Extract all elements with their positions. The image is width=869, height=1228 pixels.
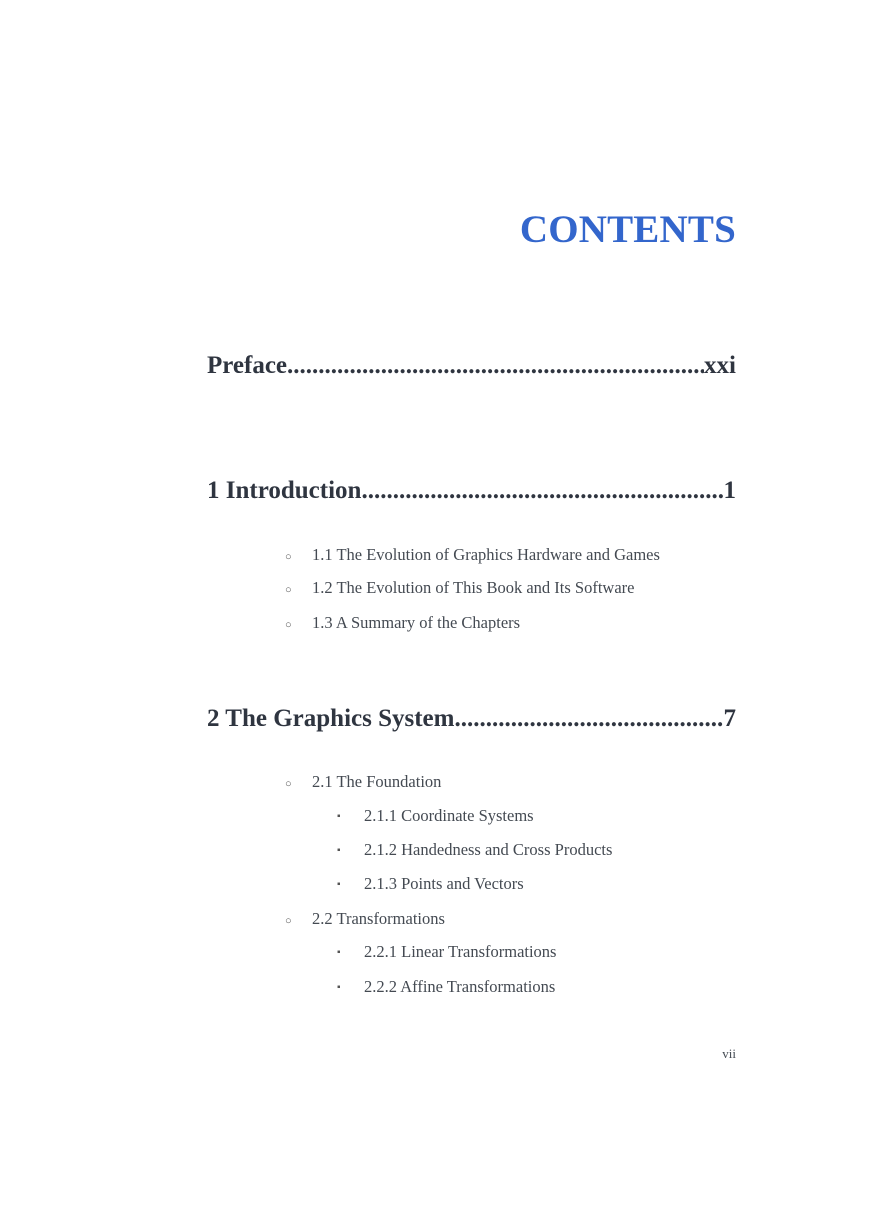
- toc-entry-preface[interactable]: [207, 351, 736, 381]
- dot-leader: [287, 351, 704, 381]
- page-number: vii: [722, 1046, 736, 1061]
- dot-leader: [361, 476, 723, 506]
- toc-subsection-label: 2.1.1 Coordinate Systems: [364, 806, 534, 825]
- toc-subsection-2-2-1[interactable]: [337, 942, 557, 962]
- toc-subsection-label: 2.1.2 Handedness and Cross Products: [364, 840, 613, 859]
- toc-section-label: 2.2 Transformations: [312, 909, 445, 928]
- toc-subsection-label: 2.2.2 Affine Transformations: [364, 977, 556, 996]
- square-bullet-icon: ▪: [337, 845, 341, 856]
- hollow-circle-bullet-icon: ○: [285, 584, 292, 596]
- toc-section-1-3[interactable]: [285, 613, 521, 633]
- toc-section-label: 1.2 The Evolution of This Book and Its Software: [312, 578, 635, 597]
- hollow-circle-bullet-icon: ○: [285, 619, 292, 631]
- toc-entry-chapter-1[interactable]: [207, 476, 736, 506]
- toc-section-label: 2.1 The Foundation: [312, 772, 442, 791]
- toc-entry-label: Preface: [207, 352, 288, 379]
- toc-section-label: 1.1 The Evolution of Graphics Hardware and Games: [312, 545, 660, 564]
- toc-section-1-1[interactable]: [285, 545, 660, 565]
- square-bullet-icon: ▪: [337, 811, 341, 822]
- toc-section-1-2[interactable]: [285, 578, 635, 598]
- square-bullet-icon: ▪: [337, 982, 341, 993]
- dot-leader: [454, 704, 723, 734]
- toc-entry-page-number: xxi: [704, 352, 736, 379]
- toc-section-2-2[interactable]: [285, 909, 445, 929]
- toc-subsection-2-1-3[interactable]: [337, 874, 524, 894]
- toc-entry-label: 1 Introduction: [207, 477, 362, 504]
- toc-entry-page-number: 7: [723, 705, 736, 732]
- square-bullet-icon: ▪: [337, 947, 341, 958]
- toc-subsection-2-1-1[interactable]: [337, 806, 534, 826]
- hollow-circle-bullet-icon: ○: [285, 915, 292, 927]
- hollow-circle-bullet-icon: ○: [285, 778, 292, 790]
- toc-section-2-1[interactable]: [285, 772, 442, 792]
- toc-subsection-label: 2.2.1 Linear Transformations: [364, 942, 557, 961]
- toc-entry-label: 2 The Graphics System: [207, 705, 455, 732]
- hollow-circle-bullet-icon: ○: [285, 551, 292, 563]
- toc-section-label: 1.3 A Summary of the Chapters: [312, 613, 521, 632]
- toc-subsection-label: 2.1.3 Points and Vectors: [364, 874, 524, 893]
- square-bullet-icon: ▪: [337, 879, 341, 890]
- toc-entry-page-number: 1: [723, 477, 736, 504]
- toc-entry-chapter-2[interactable]: [207, 704, 736, 734]
- toc-subsection-2-1-2[interactable]: [337, 840, 613, 860]
- page-title: CONTENTS: [519, 208, 736, 251]
- toc-subsection-2-2-2[interactable]: [337, 977, 556, 997]
